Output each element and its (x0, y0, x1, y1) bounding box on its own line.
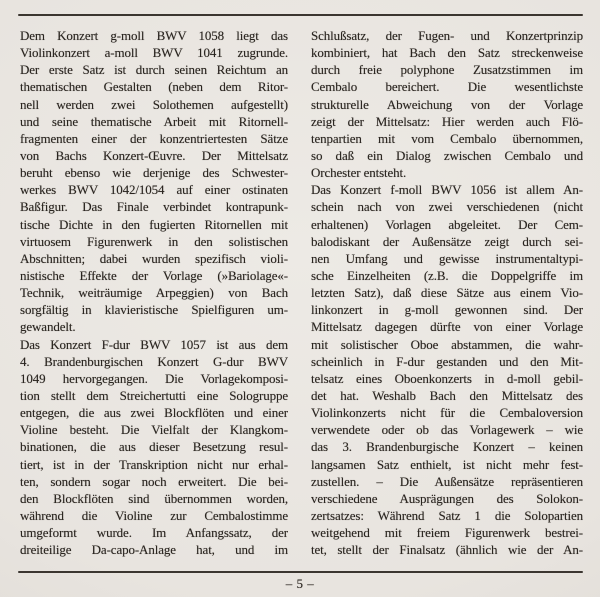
text-line: dreiteilige Da-capo-Anlage hat, und im (20, 542, 288, 558)
text-line: und seine thematische Arbeit mit Ritornell- (20, 113, 288, 129)
text-body (20, 27, 583, 558)
text-line: Abschnitten; dabei wurden spezifisch violi- (20, 250, 288, 266)
text-line: Violinkonzerts nicht für die Cembaloversion (311, 405, 583, 421)
right-text-column (311, 27, 583, 558)
text-line: nell werden zwei Solothemen aufgestellt) (20, 96, 288, 112)
text-line: Das Konzert f-moll BWV 1056 ist allem An- (311, 182, 583, 198)
text-line: entgegen, die aus zwei Blockflöten und einer (20, 405, 288, 421)
text-line: Cembalo bereichert. Die wesentlichste (311, 79, 583, 95)
text-line: tiert, ist in der Transkription nicht nur erhal- (20, 456, 288, 472)
text-line: tet, stellt der Finalsatz (ähnlich wie der An- (311, 542, 583, 558)
text-line: schein nach von zwei verschiedenen (nicht (311, 199, 583, 215)
text-line: Mittelsatz dagegen dürfte von einer Vorlage (311, 319, 583, 335)
text-line: sche Einzelheiten (z.B. die Doppelgriffe im (311, 267, 583, 283)
text-line: nistische Effekte der Vorlage (»Bariolage«- (20, 267, 288, 283)
text-line: Technik, weiträumige Arpeggien) von Bach (20, 285, 288, 301)
text-line: strukturelle Abweichung von der Vorlage (311, 96, 583, 112)
text-line: verwendete oder ob das Vorlagewerk – wie (311, 422, 583, 438)
text-line: fragmenten einer der konzentriertesten Sätze (20, 130, 288, 146)
text-line: sorgfältig in klavieristische Spielfiguren um- (20, 302, 288, 318)
text-line: Orchester entsteht. (311, 165, 407, 181)
text-line: tische Dichte in den fugierten Ritornellen mit (20, 216, 288, 232)
text-line: scheinlich in F-dur gestanden und den Mit- (311, 353, 583, 369)
text-line: weitgehend mit freiem Figurenwerk bestrei- (311, 525, 583, 541)
text-line: Dem Konzert g-moll BWV 1058 liegt das (20, 28, 288, 43)
text-line: zertsatzes: Während Satz 1 die Solopartien (311, 507, 583, 523)
text-line: 1049 hervorgegangen. Die Vorlagekomposi- (20, 370, 288, 386)
text-line: letzten Satz), daß diese Sätze aus einem Vio- (311, 285, 583, 301)
text-line: den Blockflöten sind übernommen worden, (20, 490, 288, 506)
text-line: balodiskant der Außensätze zeigt durch sei- (311, 233, 583, 249)
text-line: ten, sondern sogar noch erweitert. Die bei- (20, 473, 288, 489)
text-line: erhaltenen) Vorlagen abgeleitet. Der Cem- (311, 216, 583, 232)
text-line: telsatz eines Oboenkonzerts in d-moll gebil- (311, 370, 583, 386)
text-line: zeigt der Mittelsatz: Hier werden auch Flö- (311, 113, 583, 129)
text-line: das 3. Brandenburgische Konzert – keinen (311, 439, 583, 455)
text-line: werkes BWV 1042/1054 auf einer ostinaten (20, 182, 288, 198)
text-line: während die Violine zur Cembalostimme (20, 507, 288, 523)
text-line: so daß ein Dialog zwischen Cembalo und (311, 147, 583, 163)
text-line: von Bachs Konzert-Œuvre. Der Mittelsatz (20, 147, 288, 163)
bottom-rule (18, 571, 583, 573)
text-line: 4. Brandenburgischen Konzert G-dur BWV (20, 353, 288, 369)
text-line: verschiedene Ausprägungen des Solokon- (311, 490, 583, 506)
text-line: langsamen Satz enthielt, ist nicht mehr fest- (311, 456, 583, 472)
text-line: tion stellt dem Streichertutti eine Sologruppe (20, 387, 288, 403)
text-line: nen Umfang und gewisse instrumentaltypi- (311, 250, 583, 266)
text-line: mit solistischer Oboe abstammen, die wahr- (311, 336, 583, 352)
text-line: umgeformt wurde. Im Anfangssatz, der (20, 525, 288, 541)
text-line: binationen, die aus dieser Besetzung resul- (20, 439, 288, 455)
left-text-column (20, 27, 288, 558)
text-line: thematischen Gestalten (neben dem Ritor- (20, 79, 288, 95)
text-line: Violine besteht. Die Vielfalt der Klangkom- (20, 422, 288, 438)
text-line: virtuosem Figurenwerk in den solistischen (20, 233, 288, 249)
page-number: – 5 – (285, 576, 315, 591)
text-line: durch freie polyphone Zusatzstimmen im (311, 62, 583, 78)
text-line: Baßfigur. Das Finale verbindet kontrapunk- (20, 199, 288, 215)
text-line: det hat. Weshalb Bach den Mittelsatz des (311, 387, 583, 403)
text-line: linkonzert in g-moll gewonnen sind. Der (311, 302, 583, 318)
text-line: Das Konzert F-dur BWV 1057 ist aus dem (20, 336, 288, 352)
text-line: tenpartien mit vom Cembalo übernommen, (311, 130, 583, 146)
text-line: beruht ebenso wie derjenige des Schwester- (20, 165, 288, 181)
text-line: kombiniert, hat Bach den Satz streckenweise (311, 45, 583, 61)
text-line: Der erste Satz ist durch seinen Reichtum an (20, 62, 288, 78)
text-line: Schlußsatz, der Fugen- und Konzertprinzip (311, 28, 583, 43)
text-line: gewandelt. (20, 319, 76, 335)
top-rule (18, 14, 583, 16)
text-line: zustellen. – Die Außensätze repräsentieren (311, 473, 583, 489)
text-line: Violinkonzert a-moll BWV 1041 zugrunde. (20, 45, 288, 61)
